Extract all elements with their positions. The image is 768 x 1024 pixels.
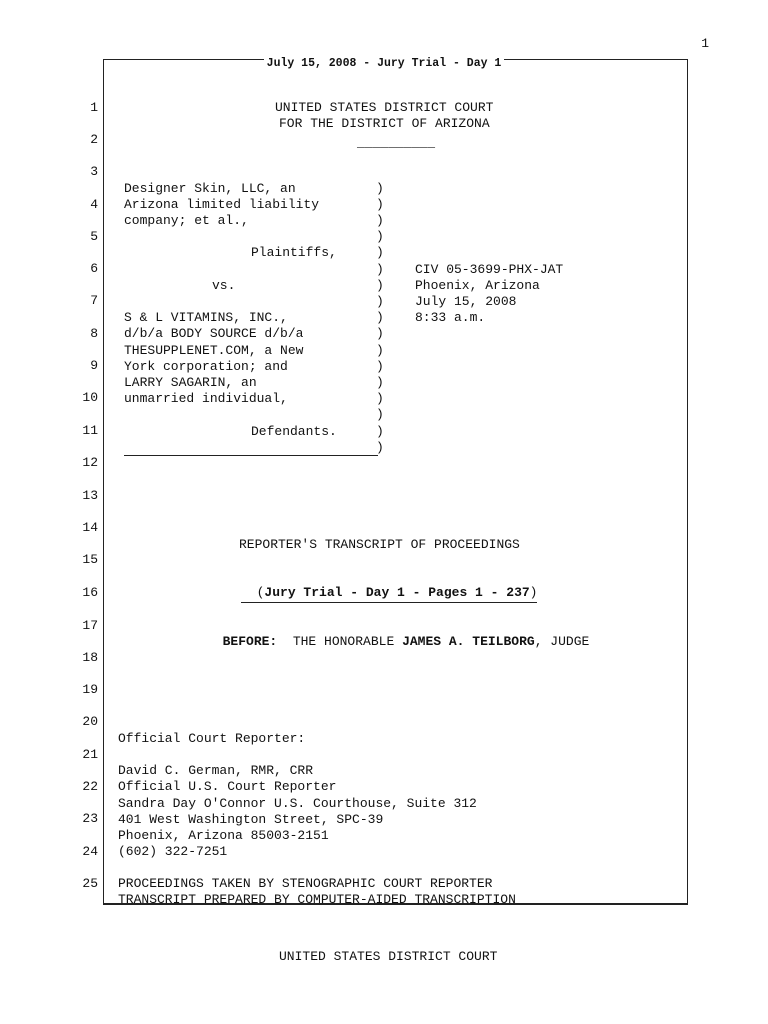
court-district: FOR THE DISTRICT OF ARIZONA xyxy=(279,116,490,131)
paren: ) xyxy=(376,359,384,374)
paren: ) xyxy=(376,181,384,196)
paren: ) xyxy=(376,229,384,244)
paren: ) xyxy=(376,375,384,390)
line-number: 14 xyxy=(82,520,98,535)
line-number: 1 xyxy=(90,100,98,115)
case-time: 8:33 a.m. xyxy=(415,310,486,325)
line-number: 25 xyxy=(82,876,98,891)
transcript-title: REPORTER'S TRANSCRIPT OF PROCEEDINGS xyxy=(239,537,520,552)
proceedings-line: PROCEEDINGS TAKEN BY STENOGRAPHIC COURT REPORTER xyxy=(118,876,493,891)
before-prefix: THE HONORABLE xyxy=(292,634,395,649)
frame-header xyxy=(0,51,768,70)
reporter-line: Sandra Day O'Connor U.S. Courthouse, Suite 312 xyxy=(118,796,477,811)
paren: ) xyxy=(376,262,384,277)
page-footer: UNITED STATES DISTRICT COURT xyxy=(279,949,498,964)
line-number: 24 xyxy=(82,844,98,859)
paren: ) xyxy=(376,440,384,455)
line-number: 9 xyxy=(90,358,98,373)
line-number: 22 xyxy=(82,779,98,794)
defendant-line: S & L VITAMINS, INC., xyxy=(124,310,288,325)
line-number: 10 xyxy=(82,390,98,405)
line-number: 15 xyxy=(82,552,98,567)
line-number: 17 xyxy=(82,618,98,633)
judge-name: JAMES A. TEILBORG xyxy=(402,634,535,649)
versus: vs. xyxy=(212,278,236,293)
before-label: BEFORE: xyxy=(222,634,278,649)
line-number: 7 xyxy=(90,293,98,308)
case-location: Phoenix, Arizona xyxy=(415,278,540,293)
case-number: CIV 05-3699-PHX-JAT xyxy=(415,262,564,277)
plaintiff-line: company; et al., xyxy=(124,213,249,228)
court-rule: __________ xyxy=(357,135,436,150)
plaintiff-line: Arizona limited liability xyxy=(124,197,320,212)
paren: ) xyxy=(376,245,384,260)
paren: ) xyxy=(376,278,384,293)
before-line xyxy=(207,618,589,650)
plaintiffs-label: Plaintiffs, xyxy=(251,245,337,260)
proceedings-line: TRANSCRIPT PREPARED BY COMPUTER-AIDED TRANSCRIPTION xyxy=(118,892,516,903)
line-number: 13 xyxy=(82,488,98,503)
line-number: 8 xyxy=(90,326,98,341)
line-number: 20 xyxy=(82,714,98,729)
reporter-line: Official U.S. Court Reporter xyxy=(118,779,337,794)
line-number: 18 xyxy=(82,650,98,665)
line-number: 6 xyxy=(90,261,98,276)
paren: ) xyxy=(376,391,384,406)
case-date: July 15, 2008 xyxy=(415,294,517,309)
line-number: 3 xyxy=(90,164,98,179)
defendants-label: Defendants. xyxy=(251,424,337,439)
court-name: UNITED STATES DISTRICT COURT xyxy=(275,100,494,115)
caption-underline xyxy=(124,455,378,456)
line-number: 12 xyxy=(82,455,98,470)
line-number: 11 xyxy=(82,423,98,438)
line-number: 16 xyxy=(82,585,98,600)
paren: ) xyxy=(376,197,384,212)
page-number: 1 xyxy=(701,36,709,51)
paren: ) xyxy=(376,424,384,439)
plaintiff-line: Designer Skin, LLC, an xyxy=(124,181,296,196)
subtitle-close-paren: ) xyxy=(529,585,538,600)
defendant-line: THESUPPLENET.COM, a New xyxy=(124,343,304,358)
header-title: July 15, 2008 - Jury Trial - Day 1 xyxy=(264,57,505,70)
line-number: 5 xyxy=(90,229,98,244)
paren: ) xyxy=(376,343,384,358)
defendant-line: LARRY SAGARIN, an xyxy=(124,375,257,390)
reporter-line: (602) 322-7251 xyxy=(118,844,228,859)
paren: ) xyxy=(376,326,384,341)
defendant-line: York corporation; and xyxy=(124,359,288,374)
paren: ) xyxy=(376,407,384,422)
line-number: 21 xyxy=(82,747,98,762)
subtitle-open-paren: ( xyxy=(256,585,265,600)
paren: ) xyxy=(376,310,384,325)
reporter-line: 401 West Washington Street, SPC-39 xyxy=(118,812,384,827)
defendant-line: unmarried individual, xyxy=(124,391,288,406)
paren: ) xyxy=(376,294,384,309)
defendant-line: d/b/a BODY SOURCE d/b/a xyxy=(124,326,304,341)
reporter-line: Phoenix, Arizona 85003-2151 xyxy=(118,828,329,843)
line-number: 4 xyxy=(90,197,98,212)
judge-suffix: , JUDGE xyxy=(534,634,590,649)
transcript-subtitle xyxy=(241,569,537,603)
line-number: 19 xyxy=(82,682,98,697)
paren: ) xyxy=(376,213,384,228)
line-number: 2 xyxy=(90,132,98,147)
reporter-heading: Official Court Reporter: xyxy=(118,731,306,746)
line-number: 23 xyxy=(82,811,98,826)
reporter-line: David C. German, RMR, CRR xyxy=(118,763,314,778)
subtitle-text: Jury Trial - Day 1 - Pages 1 - 237 xyxy=(264,585,530,600)
